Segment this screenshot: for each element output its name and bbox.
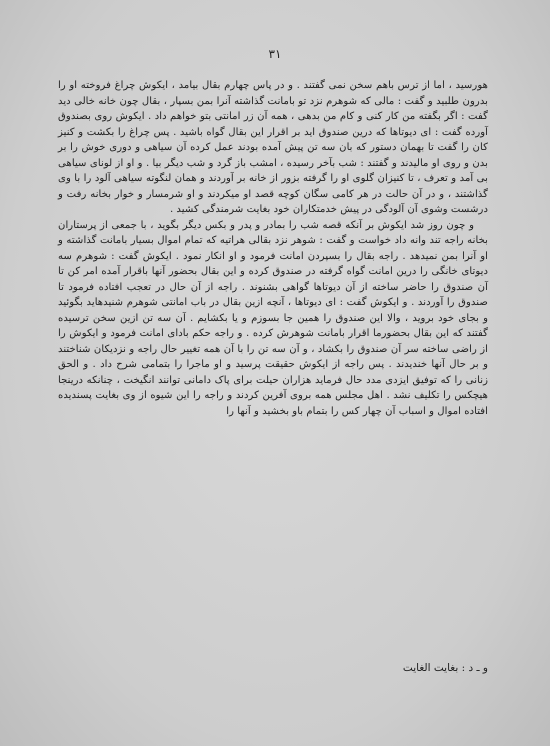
page-number: ۳۱ (268, 47, 282, 61)
paragraph: هورسید ، اما از ترس باهم سخن نمی گفتند . و در پاس چهارم بقال بیامد ، ایکوش چراغ فروخته او را بدرون طلبید و گفت : مالی که شوهرم نزد تو بامانت گذاشته آنرا بمن بسپار ، بقال چون خانه خالی دید گفت : اگر بگفته من کار کنی و کام من بدهی ، همه آن زر امانتی بتو خواهم داد . ایکوش روی بصندوق آورده گفت : ای دیوتاها که درین صندوق اید بر اقرار این بقال گواه باشید . پس چراغ را بکشت و کنیز کان را گفت تا بهمان دستور که بان سه تن پیش آمده بودند عمل کرده آن سیاهی و دوری خوش را بر بدن و روی او مالیدند و گفتند : شب بآخر رسیده ، امشب باز گرد و شب دیگر بیا . و او از لونای سیاهی بی آمد و تعرف ، تا کنیزان گلوی او را گرفته بزور از خانه بر آوردند و همان لنگوته سیاهی آلود را با وی گذاشتند ، و در آن حالت در هر کامی سگان کوچه قصد او میکردند و او شرمسار و خوار بخانه رفت و درشست وشوی آن آلودگی در پیش خدمتکاران خود بغایت شرمندگی کشید . (58, 80, 488, 215)
paragraph: و چون روز شد ایکوش بر آنکه قصه شب را بمادر و پدر و بکس دیگر بگوید ، با جمعی از پرستاران بخانه راجه تند وانه داد خواست و گفت : شوهر نزد بقالی هراتیه که تمام اموال بسیار بامانت گذاشته و او آنرا بمن نمیدهد . راجه بقال را بسپردن امانت فرمود و او انکار نمود . ایکوش گفت : شوهرم سه دیوتای خانگی را درین امانت گواه گرفته در صندوق کرده و این بقال بحضور آنها باقرار آمده امر کن تا آن صندوق را حاضر ساخته از آن دیوتاها گواهی بشنوند . راجه از آن حال در تعجب افتاده فرمود تا صندوق را آوردند . و ایکوش گفت : ای دیوتاها ، آنچه ازین بقال در باب امانتی شوهرم شنیدهاید بگوئید و بجای خود بروید ، والا این صندوق را همین جا بسوزم و یا بکشایم . آن سه تن ازین سخن ترسیده گفتند که این بقال بحضورما اقرار بامانت شوهرش کرده . و راجه حکم باداى امانت فرمود و ایکوش را از راضی ساخته سر آن صندوق را بکشاد ، و آن سه تن را با آن همه تغییر حال راجه و نزدیکان شناختند و بر حال آنها خندیدند . پس راجه از ایکوش حقیقت پرسید و او ماجرا را بتمامی شرح داد . و الحق زنانی را که توفیق ایزدی مدد حال فرماید هزاران حیلت برای پاک دامانی توانند انگیخت ، چنانکه درینجا هیچکس را تکلیف نشد . اهل مجلس همه بروی آفرین کردند و راجه را این شیوه از وی بغایت پسندیده افتاده اموال و اسباب آن چهار کس را بتمام باو بخشید و آنها را (58, 219, 488, 417)
footnote: و ـ د : بغایت الغایت (402, 662, 488, 674)
body-text (58, 78, 488, 419)
